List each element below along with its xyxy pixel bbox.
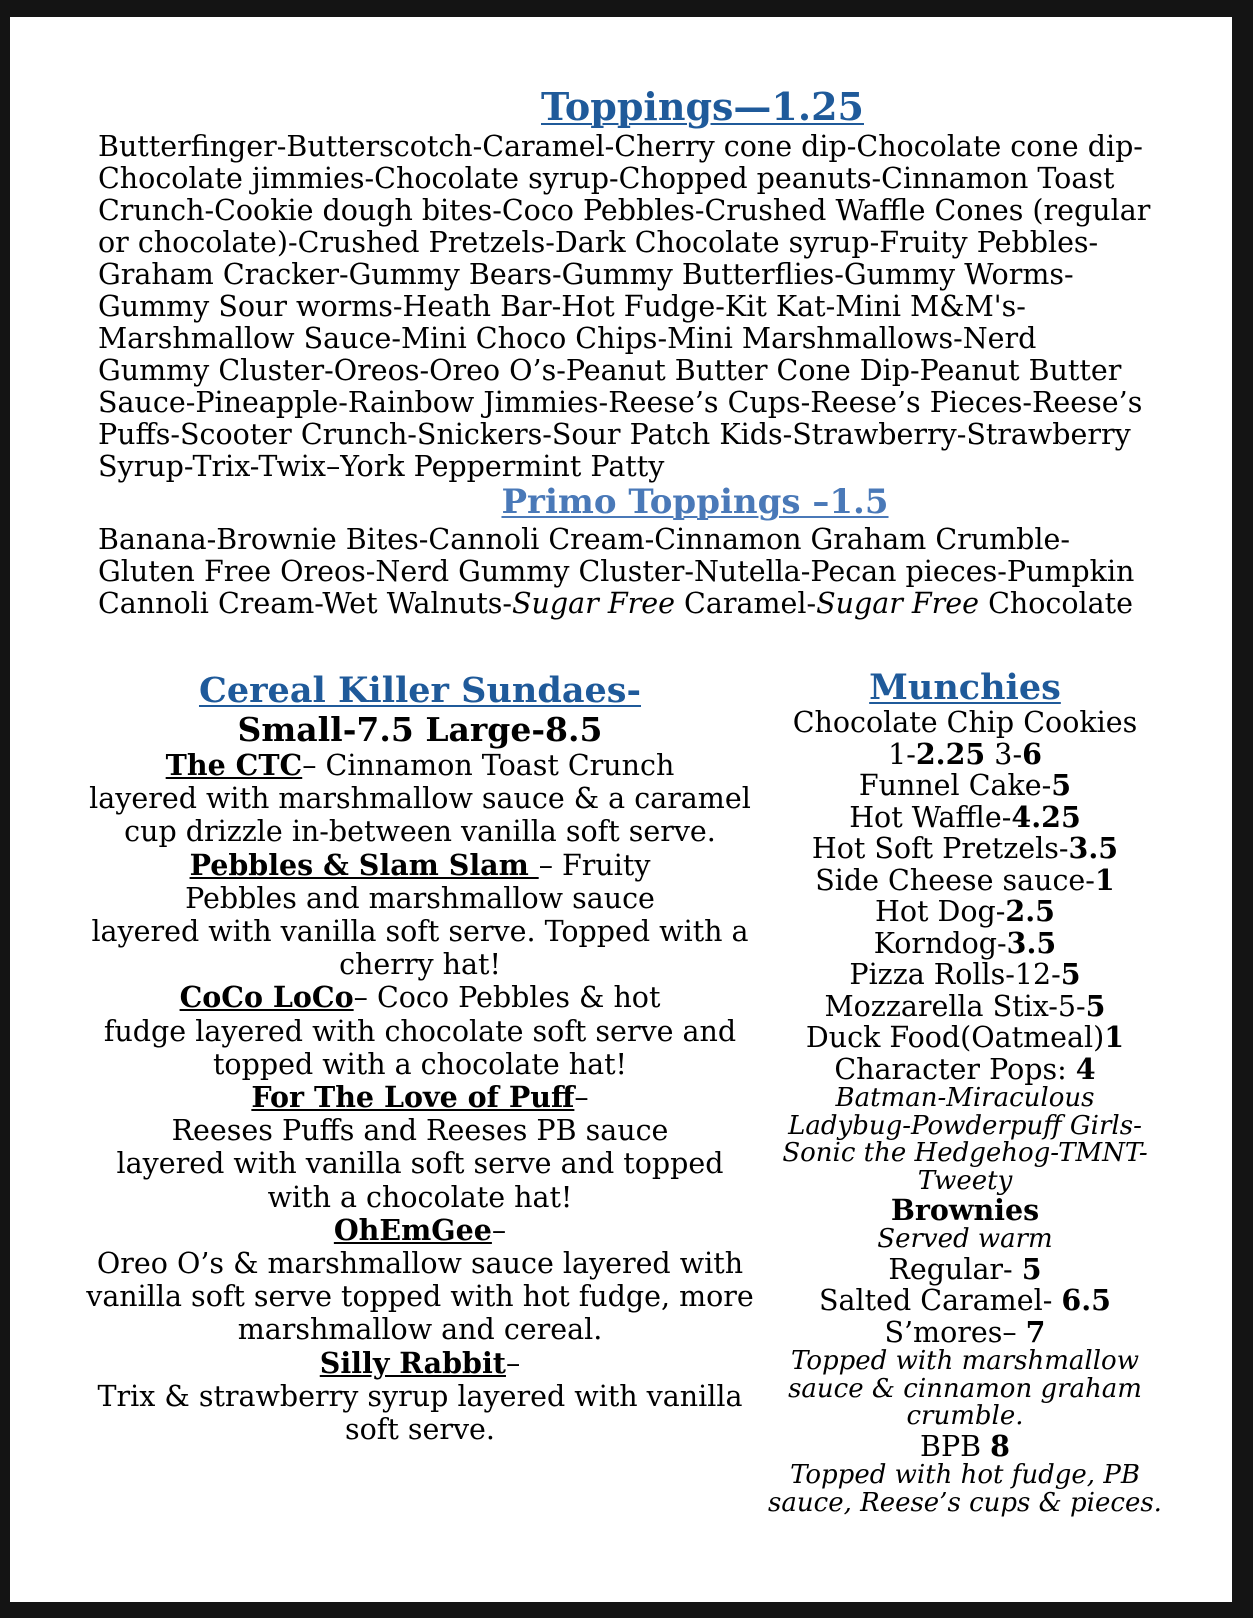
toppings-line: Sauce-Pineapple-Rainbow Jimmies-Reese’s Cups-Reese’s Pieces-Reese’s: [98, 386, 1143, 419]
price: 1: [1094, 862, 1115, 897]
sundae-item: [80, 1081, 760, 1214]
toppings-list: [98, 131, 1158, 483]
primo-line: Banana-Brownie Bites-Cannoli Cream-Cinnamon Graham Crumble-: [98, 523, 1071, 556]
toppings-line: Syrup-Trix-Twix–York Peppermint Patty: [98, 450, 665, 483]
brownies-heading: Brownies: [890, 1193, 1040, 1227]
sundae-item-header: [80, 849, 760, 882]
pops-list-line: Tweety: [917, 1165, 1013, 1196]
sundae-item-desc: with a chocolate hat!: [267, 1180, 573, 1214]
sundaes-section: [80, 671, 760, 1446]
sundae-item-desc: cup drizzle in-between vanilla soft serve.: [124, 815, 716, 849]
sundae-item-desc: layered with vanilla soft serve and topped: [116, 1147, 724, 1181]
bpb-desc: sauce, Reese’s cups & pieces.: [768, 1487, 1162, 1518]
sundae-item-desc: soft serve.: [345, 1413, 495, 1447]
munchies-item: [755, 1428, 1175, 1463]
item-label: Character Pops:: [834, 1052, 1076, 1086]
sugar-free-label: Sugar Free: [816, 587, 980, 620]
price: 6.5: [1061, 1283, 1111, 1317]
price: 3.5: [1068, 831, 1119, 865]
munchies-item: [755, 1285, 1175, 1317]
sundae-item-header: [80, 1347, 760, 1380]
sundae-item-sep: –: [491, 1213, 507, 1247]
toppings-line: Chocolate jimmies-Chocolate syrup-Chopped peanuts-Cinnamon Toast: [98, 162, 1115, 195]
sundae-item: [80, 1214, 760, 1347]
price: 1: [1104, 1020, 1125, 1054]
price: 4.25: [1011, 799, 1081, 834]
toppings-line: Butterfinger-Butterscotch-Caramel-Cherry cone dip-Chocolate cone dip-: [98, 130, 1143, 163]
munchies-item: [755, 925, 1175, 960]
price: 5: [1060, 957, 1081, 991]
item-label: Hot Waffle-: [849, 800, 1012, 834]
bpb-desc: Topped with hot fudge, PB: [790, 1460, 1140, 1490]
sundae-item-desc: fudge layered with chocolate soft serve and: [103, 1014, 737, 1048]
sundae-item-sep: –: [353, 981, 377, 1015]
toppings-line: Gummy Cluster-Oreos-Oreo O’s-Peanut Butter Cone Dip-Peanut Butter: [98, 354, 1122, 387]
item-label: Mozzarella Stix-5-: [824, 989, 1086, 1023]
price: 5: [1021, 1251, 1042, 1286]
munchies-section: [755, 668, 1175, 1517]
munchies-item: [755, 1251, 1175, 1286]
munchies-item: [755, 770, 1175, 802]
sundaes-title: Cereal Killer Sundaes-: [198, 670, 641, 711]
price: 5: [1085, 988, 1106, 1023]
pops-list-line: Ladybug-Powderpuff Girls-: [788, 1110, 1142, 1141]
munchies-item: [755, 1314, 1175, 1349]
sundae-item-header: [80, 749, 760, 782]
toppings-line: Marshmallow Sauce-Mini Choco Chips-Mini Marshmallows-Nerd: [98, 322, 1037, 355]
sundae-item-name: Silly Rabbit: [319, 1345, 506, 1380]
sundae-item: [80, 1347, 760, 1447]
item-label: Regular-: [888, 1252, 1022, 1286]
primo-line: Gluten Free Oreos-Nerd Gummy Cluster-Nutella-Pecan pieces-Pumpkin: [98, 555, 1135, 588]
primo-toppings-list: [98, 524, 1158, 620]
munchies-item: [755, 833, 1175, 865]
smores-desc: Topped with marshmallow: [791, 1346, 1139, 1376]
price: 2.25: [915, 736, 986, 771]
toppings-line: Graham Cracker-Gummy Bears-Gummy Butterflies-Gummy Worms-: [98, 258, 1074, 291]
munchies-item: [755, 1022, 1175, 1054]
toppings-title: Toppings—1.25: [541, 84, 864, 129]
item-label: Salted Caramel-: [819, 1284, 1062, 1317]
munchies-item: [755, 1051, 1175, 1086]
sundae-item: [80, 981, 760, 1081]
sundae-item-sep: –: [505, 1346, 521, 1380]
pops-list-line: Batman-Miraculous: [835, 1083, 1095, 1113]
sundaes-price: Small-7.5 Large-8.5: [237, 710, 603, 749]
sundae-item-desc: Reeses Puffs and Reeses PB sauce: [171, 1114, 669, 1148]
item-label: BPB: [920, 1429, 991, 1463]
item-label: Pizza Rolls-12-: [849, 958, 1061, 991]
toppings-line: or chocolate)-Crushed Pretzels-Dark Chocolate syrup-Fruity Pebbles-: [98, 226, 1099, 259]
sundae-item-desc: marshmallow and cereal.: [237, 1313, 603, 1347]
menu-page: [10, 17, 1232, 1602]
primo-line: [98, 588, 1158, 620]
toppings-line: Gummy Sour worms-Heath Bar-Hot Fudge-Kit Kat-Mini M&M's-: [98, 290, 1026, 323]
sundae-item-desc: Cinnamon Toast Crunch: [325, 749, 675, 782]
sundae-item-desc: topped with a chocolate hat!: [212, 1047, 628, 1081]
sundae-item-name: CoCo LoCo: [179, 980, 354, 1015]
sundae-item-desc: Pebbles and marshmallow sauce: [185, 881, 655, 915]
price: 6: [1022, 736, 1042, 771]
item-label: Side Cheese sauce-: [815, 863, 1095, 897]
sundae-item-header: [80, 981, 760, 1014]
munchies-title: Munchies: [869, 667, 1061, 708]
price: 3.5: [1006, 925, 1057, 960]
qty: 1-: [888, 737, 916, 771]
munchies-cookies: Chocolate Chip Cookies: [792, 706, 1138, 739]
price: 8: [990, 1428, 1010, 1463]
munchies-item: [755, 988, 1175, 1023]
sundae-item-sep: –: [574, 1081, 589, 1115]
munchies-item: [755, 799, 1175, 834]
munchies-item: [755, 862, 1175, 897]
sundae-item-name: Pebbles & Slam Slam: [189, 847, 539, 882]
toppings-line: Crunch-Cookie dough bites-Coco Pebbles-Crushed Waffle Cones (regular: [98, 194, 1151, 227]
sundae-item: [80, 849, 760, 982]
smores-desc: crumble.: [906, 1401, 1024, 1431]
smores-desc: sauce & cinnamon graham: [788, 1373, 1142, 1404]
munchies-item: [755, 896, 1175, 928]
pops-list-line: Sonic the Hedgehog-TMNT-: [782, 1138, 1148, 1168]
sugar-free-label: Sugar Free: [512, 587, 675, 620]
price: 7: [1025, 1314, 1046, 1349]
sundae-item-name: OhEmGee: [333, 1212, 492, 1247]
sundae-item-desc: vanilla soft serve topped with hot fudge, more: [86, 1280, 754, 1314]
sundae-item-sep: –: [302, 749, 326, 782]
qty: 3-: [985, 737, 1023, 771]
sundae-item-name: For The Love of Puff: [251, 1080, 575, 1115]
sundae-item-desc: Trix & strawberry syrup layered with vanilla: [97, 1379, 743, 1413]
item-label: Hot Dog-: [874, 895, 1006, 928]
sundae-item-desc: layered with vanilla soft serve. Topped with a: [91, 915, 749, 949]
munchies-cookies-price: [755, 736, 1175, 771]
item-label: Duck Food(Oatmeal): [805, 1021, 1105, 1054]
sundae-item-header: [80, 1214, 760, 1247]
sundae-item-sep: – Fruity: [538, 848, 651, 882]
item-label: Hot Soft Pretzels-: [811, 832, 1069, 865]
price: 5: [1051, 768, 1072, 802]
primo-line-text: Caramel-: [674, 587, 817, 620]
sundae-item-desc: Oreo O’s & marshmallow sauce layered with: [96, 1247, 744, 1281]
primo-line-text: Chocolate: [979, 587, 1133, 620]
primo-line-text: Cannoli Cream-Wet Walnuts-: [98, 587, 513, 620]
sundae-item-desc: cherry hat!: [339, 948, 501, 982]
sundae-item-desc: layered with marshmallow sauce & a caramel: [89, 782, 751, 816]
sundae-item-name: The CTC: [165, 748, 303, 782]
item-label: S’mores–: [884, 1315, 1026, 1349]
primo-toppings-title: Primo Toppings –1.5: [501, 482, 889, 522]
sundae-item: [80, 749, 760, 849]
munchies-item: [755, 959, 1175, 991]
sundae-item-desc: Coco Pebbles & hot: [376, 981, 661, 1015]
price: 2.5: [1005, 894, 1055, 928]
item-label: Korndog-: [873, 926, 1007, 960]
price: 4: [1075, 1051, 1096, 1086]
brownies-served: Served warm: [877, 1224, 1053, 1254]
item-label: Funnel Cake-: [858, 769, 1052, 802]
toppings-line: Puffs-Scooter Crunch-Snickers-Sour Patch Kids-Strawberry-Strawberry: [98, 418, 1131, 451]
sundae-item-header: [80, 1081, 760, 1114]
